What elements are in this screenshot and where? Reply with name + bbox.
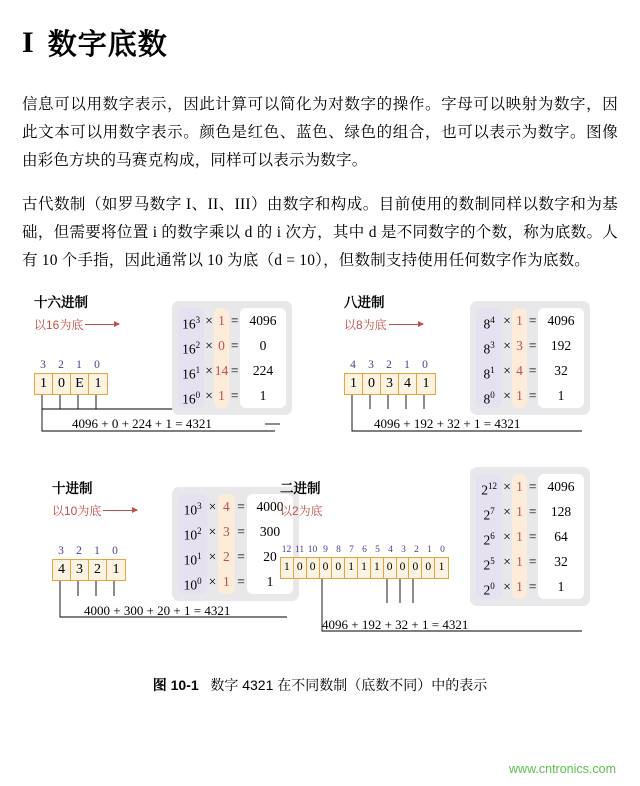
group-bin-indices: 12 11 10 9 8 7 6 5 4 3 2 1 0 [281,545,445,555]
digit-cell: 1 [345,374,363,394]
power-cell: $10^1$ [183,551,202,568]
panel-hex-equals [229,308,240,408]
group-oct-title: 八进制 [344,295,385,310]
times-symbol: × [208,499,217,514]
power-cell: $2^6$ [483,531,495,548]
equals-symbol: = [528,338,537,353]
panel-dec-powers [178,494,207,594]
power-cell: $8^3$ [483,340,495,357]
multiplier-cell: 1 [223,574,230,589]
result-cell: 32 [554,363,568,378]
multiplier-cell: 14 [214,363,229,378]
paragraph-2: 古代数制（如罗马数字 I、II、III）由数字和构成。目前使用的数制同样以数字和为基础，但需要将位置 i 的数字乘以 d 的 i 次方，其中 d 是不同数字的个数，称为底数。人有 10 个手指，因此通常以 10 为底（d = 10），但数制支持使用任何数字作为底数。 [22,196,618,269]
group-dec-title: 十进制 [52,481,93,496]
times-symbol: × [208,549,217,564]
times-symbol: × [503,388,511,403]
multiplier-cell: 0 [218,338,225,353]
power-cell: $16^0$ [182,390,201,407]
multiplier-cell: 1 [516,504,523,519]
digit-cell: 1 [35,374,53,394]
equals-symbol: = [230,363,239,378]
multiplier-cell: 4 [516,363,523,378]
panel-bin-multipliers [512,474,528,599]
group-oct [344,291,436,395]
digit-cell: 0 [320,558,333,578]
digit-cell: 0 [294,558,307,578]
result-cell: 4096 [547,313,575,328]
digit-cell: 0 [384,558,397,578]
result-cell: 32 [554,554,568,569]
digit-cell: 1 [89,374,107,394]
equals-symbol: = [528,554,537,569]
group-bin-subtitle-text: 以2为底 [280,504,323,518]
group-oct-indices: 4 3 2 1 0 [350,359,428,371]
multiplier-cell: 3 [223,524,230,539]
digit-cell: 1 [417,374,435,394]
group-bin-digits [280,557,449,579]
equals-symbol: = [528,313,537,328]
result-cell: 64 [554,529,568,544]
power-cell: $10^3$ [183,501,202,518]
panel-bin-times [502,474,512,599]
multiplier-cell: 1 [516,579,523,594]
result-cell: 224 [252,363,274,378]
power-cell: $10^0$ [183,576,202,593]
digit-cell: 0 [363,374,381,394]
power-cell: $2^7$ [483,506,495,523]
figure-caption [22,675,618,695]
group-hex-subtitle [34,316,119,333]
group-bin [280,477,449,579]
result-cell: 4000 [256,499,284,514]
digit-cell: 0 [409,558,422,578]
times-symbol: × [205,313,213,328]
equals-symbol: = [230,338,239,353]
multiplier-cell: 4 [223,499,230,514]
group-oct-subtitle [344,316,436,333]
result-cell: 4096 [547,479,575,494]
group-dec-indices: 3 2 1 0 [58,545,118,557]
group-dec-digits [52,559,126,581]
panel-oct-times [502,308,512,408]
arrow-right-icon [103,510,137,511]
panel-dec-times [207,494,218,594]
power-cell: $16^3$ [182,315,201,332]
multiplier-cell: 1 [218,388,225,403]
multiplier-cell: 1 [516,529,523,544]
equals-symbol: = [528,363,537,378]
equals-symbol: = [528,479,537,494]
times-symbol: × [503,529,511,544]
digit-cell: 4 [399,374,417,394]
times-symbol: × [205,388,213,403]
multiplier-cell: 1 [516,554,523,569]
digit-cell: 4 [53,560,71,580]
power-cell: $10^2$ [183,526,202,543]
result-cell: 300 [259,524,281,539]
result-cell: 4096 [249,313,277,328]
equals-symbol: = [528,529,537,544]
digit-cell: 2 [89,560,107,580]
equals-symbol: = [237,574,245,589]
group-dec-subtitle-text: 以10为底 [52,504,102,518]
digit-cell: 1 [371,558,384,578]
group-hex-subtitle-text: 以16为底 [34,318,84,332]
figure-number-bases [22,291,618,671]
digit-cell: 0 [422,558,435,578]
equals-symbol: = [237,549,245,564]
multiplier-cell: 1 [516,313,523,328]
group-hex-title: 十六进制 [34,295,88,310]
arrow-right-icon [389,324,423,325]
panel-oct-powers [476,308,502,408]
power-cell: $2^0$ [483,581,495,598]
times-symbol: × [205,363,213,378]
power-cell: $8^0$ [483,390,495,407]
digit-cell: 1 [281,558,294,578]
group-hex-indices: 3 2 1 0 [40,359,100,371]
times-symbol: × [503,479,511,494]
group-dec-subtitle [52,502,137,519]
result-cell: 1 [259,388,267,403]
multiplier-cell: 1 [218,313,225,328]
panel-hex-times [204,308,214,408]
digit-cell: 3 [381,374,399,394]
equals-symbol: = [230,313,239,328]
group-bin-title: 二进制 [280,481,321,496]
times-symbol: × [503,338,511,353]
title-text: 数字底数 [47,29,168,61]
multiplier-cell: 3 [516,338,523,353]
power-cell: $8^1$ [483,365,495,382]
group-hex [34,291,119,395]
equals-symbol: = [528,388,537,403]
power-cell: $16^2$ [182,340,201,357]
group-oct-digits [344,373,436,395]
equals-symbol: = [237,524,245,539]
panel-bin-results [538,474,584,599]
times-symbol: × [503,554,511,569]
times-symbol: × [205,338,213,353]
digit-cell: 0 [397,558,410,578]
times-symbol: × [503,579,511,594]
equals-symbol: = [528,579,537,594]
sum-dec: 4000 + 300 + 20 + 1 = 4321 [84,603,231,618]
digit-cell: 1 [435,558,448,578]
digit-cell: 1 [345,558,358,578]
sum-bin: 4096 + 192 + 32 + 1 = 4321 [322,617,469,632]
group-hex-digits [34,373,108,395]
power-cell: $8^4$ [483,315,495,332]
digit-cell: 1 [107,560,125,580]
digit-cell: 0 [53,374,71,394]
result-cell: 1 [557,388,565,403]
times-symbol: × [503,363,511,378]
paragraph-1: 信息可以用数字表示，因此计算可以简化为对数字的操作。字母可以映射为数字，因此文本可以用数字表示。颜色是红色、蓝色、绿色的组合，也可以表示为数字。图像由彩色方块的马赛克构成，同样可以表示为数字。 [22,96,618,169]
multiplier-cell: 1 [516,388,523,403]
digit-cell: 3 [71,560,89,580]
digit-cell: E [71,374,89,394]
result-cell: 1 [266,574,274,589]
result-cell: 1 [557,579,565,594]
panel-oct [470,301,590,415]
arrow-right-icon [85,324,119,325]
panel-hex-results [240,308,286,408]
equals-symbol: = [528,504,537,519]
panel-bin-powers [476,474,502,599]
panel-dec-multipliers [218,494,235,594]
panel-oct-results [538,308,584,408]
digit-cell: 0 [332,558,345,578]
panel-hex-powers [178,308,204,408]
watermark: www.cntronics.com [509,762,616,776]
power-cell: $2^5$ [483,556,495,573]
result-cell: 20 [263,549,277,564]
equals-symbol: = [230,388,239,403]
digit-cell: 0 [307,558,320,578]
multiplier-cell: 1 [516,479,523,494]
document-page [0,22,640,786]
times-symbol: × [503,504,511,519]
page-title [22,22,618,63]
multiplier-cell: 2 [223,549,230,564]
result-cell: 0 [259,338,267,353]
sum-oct: 4096 + 192 + 32 + 1 = 4321 [374,416,521,431]
power-cell: $16^1$ [182,365,201,382]
panel-hex-multipliers [214,308,230,408]
group-bin-subtitle [280,502,449,519]
digit-cell: 1 [358,558,371,578]
panel-bin-equals [527,474,538,599]
figure-caption-number: 图 10-1 [152,677,199,693]
group-oct-subtitle-text: 以8为底 [344,318,387,332]
panel-oct-multipliers [512,308,528,408]
group-dec [52,477,137,581]
times-symbol: × [208,574,217,589]
power-cell: $2^{12}$ [481,481,497,498]
figure-caption-text: 数字 4321 在不同数制（底数不同）中的表示 [210,677,488,693]
equals-symbol: = [237,499,245,514]
sum-hex: 4096 + 0 + 224 + 1 = 4321 [72,416,212,431]
panel-hex [172,301,292,415]
result-cell: 128 [550,504,572,519]
times-symbol: × [208,524,217,539]
result-cell: 192 [550,338,572,353]
panel-bin [470,467,590,606]
panel-dec-equals [235,494,247,594]
panel-oct-equals [527,308,538,408]
times-symbol: × [503,313,511,328]
title-bar-marker: I [22,25,34,59]
